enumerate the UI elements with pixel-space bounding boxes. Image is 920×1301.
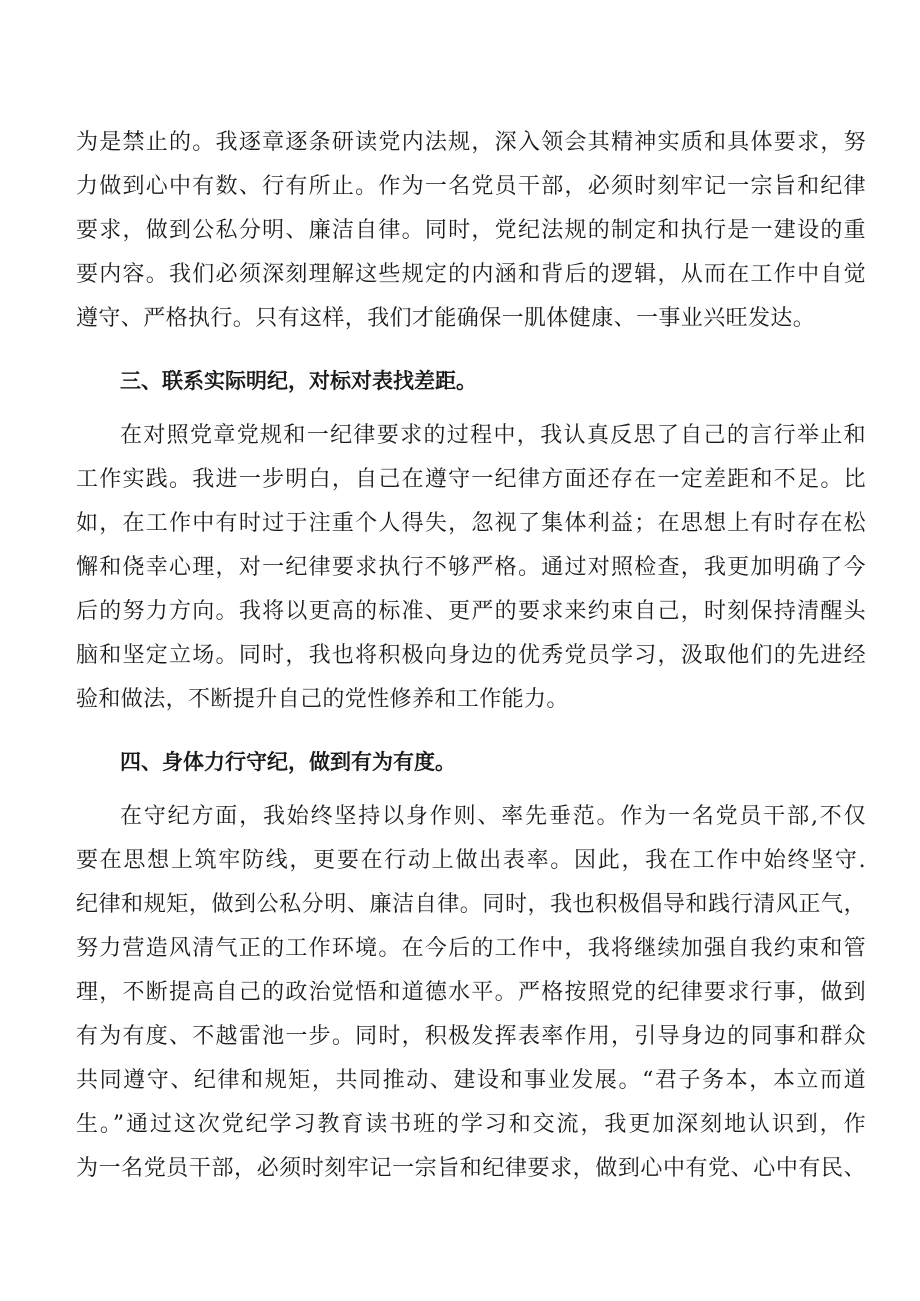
paragraph-3-line: 生。”通过这次党纪学习教育读书班的学习和交流，我更加深刻地认识到，作 (76, 1112, 866, 1137)
paragraph-2-line: 在对照党章党规和一纪律要求的过程中，我认真反思了自己的言行举止和 (120, 423, 866, 448)
paragraph-1-line: 要求，做到公私分明、廉洁自律。同时，党纪法规的制定和执行是一建设的重 (76, 218, 866, 243)
paragraph-3-line: 共同遵守、纪律和规矩，共同推动、建设和事业发展。“君子务本，本立而道 (76, 1068, 866, 1093)
paragraph-1-line: 为是禁止的。我逐章逐条研读党内法规，深入领会其精神实质和具体要求，努 (76, 130, 866, 155)
paragraph-1-line: 遵守、严格执行。只有这样，我们才能确保一肌体健康、一事业兴旺发达。 (76, 306, 816, 331)
paragraph-3-line: 努力营造风清气正的工作环境。在今后的工作中，我将继续加强自我约束和管 (76, 936, 866, 961)
paragraph-2-line: 验和做法，不断提升自己的党性修养和工作能力。 (76, 687, 569, 712)
paragraph-2-line: 脑和坚定立场。同时，我也将积极向身边的优秀党员学习，汲取他们的先进经 (76, 643, 866, 668)
section-heading-3: 三、联系实际明纪，对标对表找差距。 (120, 369, 477, 393)
paragraph-3-line: 有为有度、不越雷池一步。同时，积极发挥表率作用，引导身边的同事和群众 (76, 1024, 866, 1049)
section-heading-4: 四、身体力行守纪，做到有为有度。 (120, 750, 456, 774)
paragraph-1-line: 力做到心中有数、行有所止。作为一名党员干部，必须时刻牢记一宗旨和纪律 (76, 174, 866, 199)
paragraph-2-line: 懈和侥幸心理，对一纪律要求执行不够严格。通过对照检查，我更加明确了今 (76, 555, 866, 580)
paragraph-1-line: 要内容。我们必须深刻理解这些规定的内涵和背后的逻辑，从而在工作中自觉 (76, 262, 866, 287)
paragraph-3-line: 要在思想上筑牢防线，更要在行动上做出表率。因此，我在工作中始终坚守. (76, 848, 866, 873)
paragraph-2-line: 工作实践。我进一步明白，自己在遵守一纪律方面还存在一定差距和不足。比 (76, 467, 866, 492)
paragraph-3-line: 理，不断提高自己的政治觉悟和道德水平。严格按照党的纪律要求行事，做到 (76, 980, 866, 1005)
paragraph-2-line: 后的努力方向。我将以更高的标准、更严的要求来约束自己，时刻保持清醒头 (76, 599, 866, 624)
paragraph-3-line: 在守纪方面，我始终坚持以身作则、率先垂范。作为一名党员干部,不仅 (120, 804, 866, 829)
paragraph-2-line: 如，在工作中有时过于注重个人得失，忽视了集体利益；在思想上有时存在松 (76, 511, 866, 536)
paragraph-3-line: 为一名党员干部，必须时刻牢记一宗旨和纪律要求，做到心中有党、心中有民、 (76, 1156, 866, 1181)
paragraph-3-line: 纪律和规矩，做到公私分明、廉洁自律。同时，我也积极倡导和践行清风正气， (76, 892, 866, 917)
